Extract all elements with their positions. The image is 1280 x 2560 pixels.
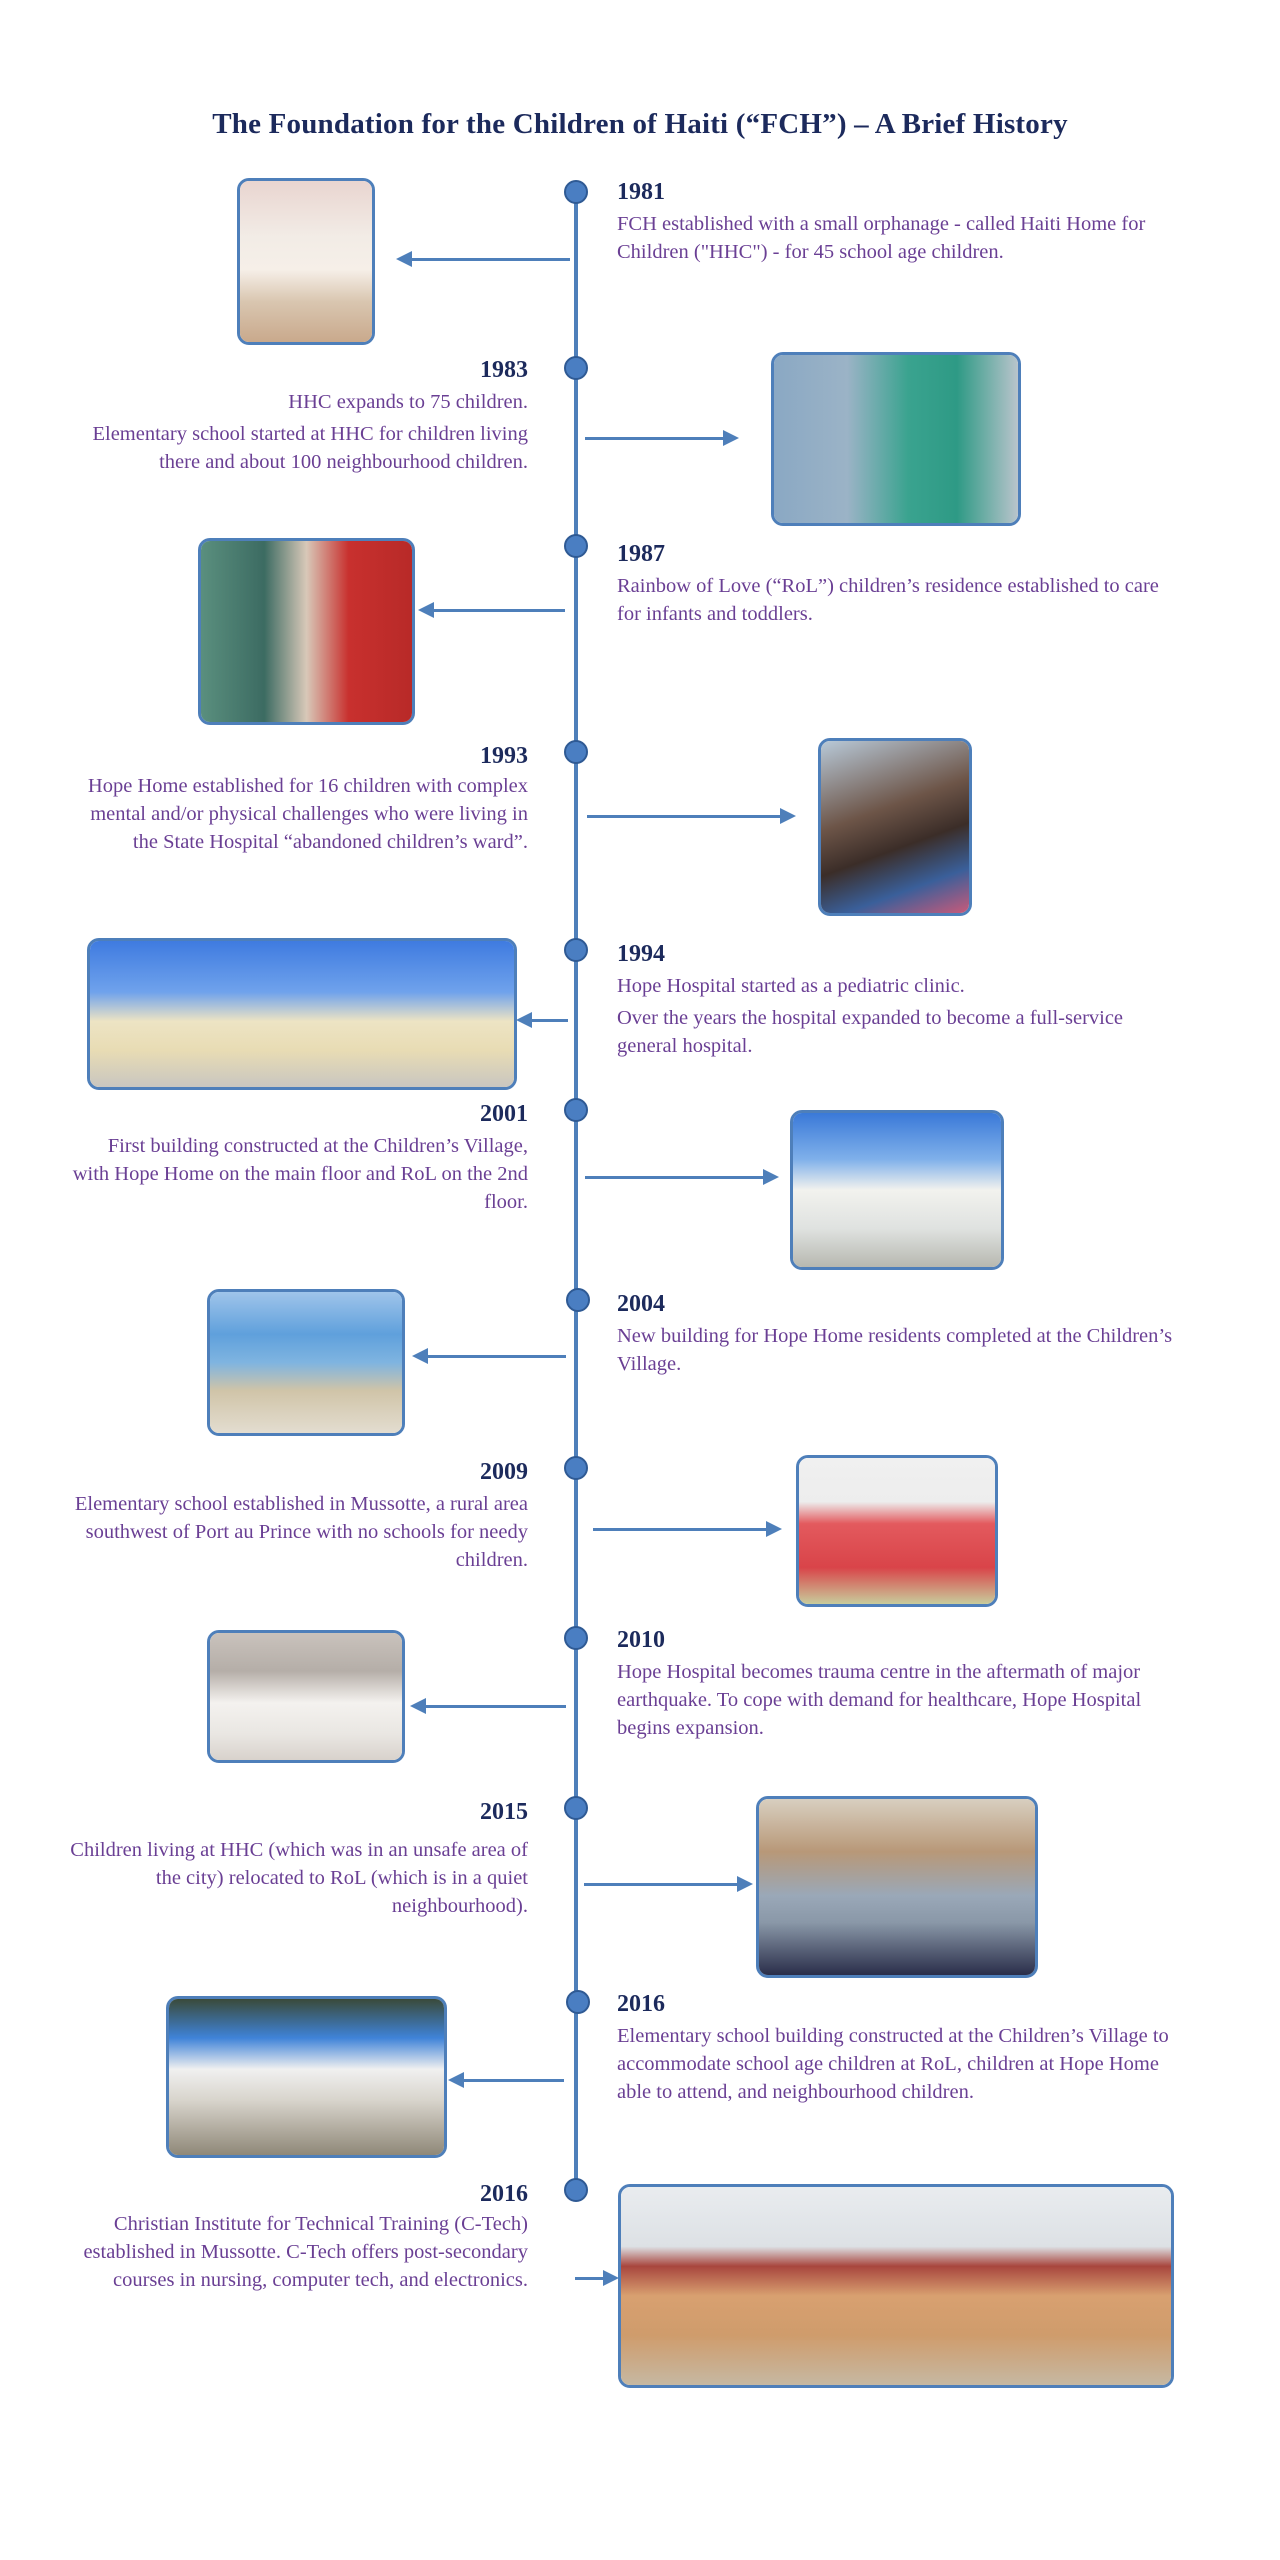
photo-hope-home-building — [207, 1289, 405, 1436]
timeline-dot-2001 — [564, 1098, 588, 1122]
photo-three-children — [818, 738, 972, 916]
arrow-right-icon — [593, 1528, 768, 1531]
event-description: Elementary school building constructed at the Children’s Village to accommodate school age children at RoL, children at Hope Home able to attend, and neighbourhood children. — [617, 2025, 1169, 2103]
event-year: 2016 — [480, 2181, 528, 2207]
timeline-dot-2010 — [564, 1626, 588, 1650]
timeline-dot-2004 — [566, 1288, 590, 1312]
event-description: Hope Hospital becomes trauma centre in the aftermath of major earthquake. To cope with demand for healthcare, Hope Hospital begins expansion. — [617, 1661, 1142, 1739]
photo-mussotte-school — [796, 1455, 998, 1607]
event-description: Christian Institute for Technical Training (C-Tech) established in Mussotte. C-Tech offers post-secondary courses in nursing, computer tech, and electronics. — [83, 2213, 528, 2291]
event-description: Children living at HHC (which was in an unsafe area of the city) relocated to RoL (which is in a quiet neighbourhood). — [70, 1839, 528, 1917]
timeline-dot-2016-ctech — [564, 2178, 588, 2202]
arrow-left-icon — [432, 609, 565, 612]
timeline-dot-2016 — [566, 1990, 590, 2014]
photo-woman-with-child — [237, 178, 375, 345]
photo-school-building-aerial — [166, 1996, 447, 2158]
timeline-dot-1987 — [564, 534, 588, 558]
timeline-dot-2009 — [564, 1456, 588, 1480]
event-year: 2001 — [480, 1101, 528, 1127]
event-year: 1994 — [617, 941, 665, 967]
timeline-dot-1981 — [564, 180, 588, 204]
arrow-right-icon — [575, 2277, 605, 2280]
timeline-dot-1993 — [564, 740, 588, 764]
arrow-left-icon — [530, 1019, 568, 1022]
event-description: Hope Hospital started as a pediatric clinic. Over the years the hospital expanded to become a full-service general hospital. — [617, 975, 1124, 1057]
timeline-dot-2015 — [564, 1796, 588, 1820]
arrow-left-icon — [426, 1355, 566, 1358]
event-description: Rainbow of Love (“RoL”) children’s residence established to care for infants and toddlers. — [617, 575, 1159, 625]
arrow-right-icon — [585, 437, 725, 440]
event-description: FCH established with a small orphanage - called Haiti Home for Children ("HHC") - for 45 school age children. — [617, 213, 1146, 263]
photo-ctech-campus — [618, 2184, 1174, 2388]
photo-injured-child — [207, 1630, 405, 1763]
event-description: HHC expands to 75 children. Elementary school started at HHC for children living there and about 100 neighbourhood children. — [92, 391, 528, 473]
photo-caregivers-with-infant — [198, 538, 415, 725]
event-year: 2016 — [617, 1991, 665, 2017]
photo-students-group — [756, 1796, 1038, 1978]
arrow-left-icon — [410, 258, 570, 261]
arrow-left-icon — [424, 1705, 566, 1708]
arrow-left-icon — [462, 2079, 564, 2082]
event-year: 2015 — [480, 1799, 528, 1825]
arrow-right-icon — [584, 1883, 739, 1886]
photo-hope-hospital — [87, 938, 517, 1090]
event-year: 2010 — [617, 1627, 665, 1653]
page-title: The Foundation for the Children of Haiti (“FCH”) – A Brief History — [212, 108, 1068, 140]
event-year: 2009 — [480, 1459, 528, 1485]
event-description: Hope Home established for 16 children with complex mental and/or physical challenges who were living in the State Hospital “abandoned children’s ward”. — [87, 775, 528, 853]
timeline-dot-1994 — [564, 938, 588, 962]
event-year: 1983 — [480, 357, 528, 383]
event-year: 1993 — [480, 743, 528, 769]
timeline-dot-1983 — [564, 356, 588, 380]
event-year: 2004 — [617, 1291, 665, 1317]
photo-classroom-children — [771, 352, 1021, 526]
arrow-right-icon — [587, 815, 782, 818]
event-year: 1981 — [617, 179, 665, 205]
event-description: First building constructed at the Children’s Village, with Hope Home on the main floor and RoL on the 2nd floor. — [72, 1135, 528, 1213]
timeline-spine — [574, 190, 578, 2200]
event-description: Elementary school established in Mussotte, a rural area southwest of Port au Prince with no schools for needy children. — [74, 1493, 528, 1571]
event-year: 1987 — [617, 541, 665, 567]
arrow-right-icon — [585, 1176, 765, 1179]
event-description: New building for Hope Home residents completed at the Children’s Village. — [617, 1325, 1173, 1375]
photo-first-building — [790, 1110, 1004, 1270]
